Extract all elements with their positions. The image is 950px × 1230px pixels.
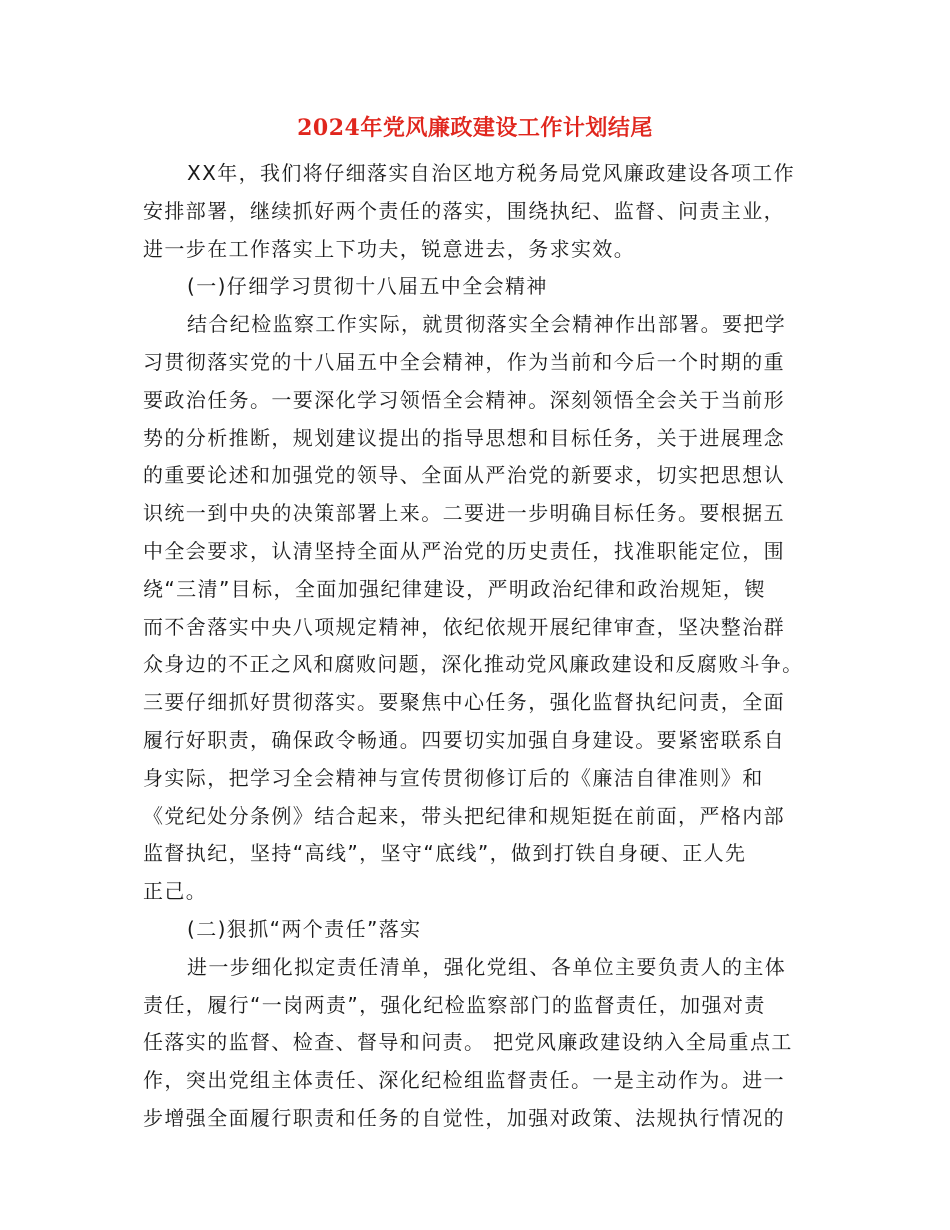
paragraph-line: 步增强全面履行职责和任务的自觉性，加强对政策、法规执行情况的 <box>143 1106 785 1130</box>
paragraph-line: 习贯彻落实党的十八届五中全会精神，作为当前和今后一个时期的重 <box>143 350 785 374</box>
paragraph-line: 要政治任务。一要深化学习领悟全会精神。深刻领悟全会关于当前形 <box>143 387 785 412</box>
paragraph-line: 任落实的监督、检查、督导和问责。 把党风廉政建设纳入全局重点工 <box>143 1030 793 1055</box>
paragraph-line: 进一步在工作落实上下功夫，锐意进去，务求实效。 <box>143 236 636 261</box>
paragraph-first-line: 进一步细化拟定责任清单，强化党组、各单位主要负责人的主体 <box>187 954 787 979</box>
paragraph-first-line: XX年，我们将仔细落实自治区地方税务局党风廉政建设各项工作 <box>187 161 796 185</box>
paragraph-line: 正己。 <box>143 879 208 904</box>
paragraph-line: 众身边的不正之风和腐败问题，深化推动党风廉政建设和反腐败斗争。 <box>143 652 804 677</box>
paragraph-line: 作，突出党组主体责任、深化纪检组监督责任。一是主动作为。进一 <box>143 1068 785 1093</box>
paragraph-first-line: (二)狠抓“两个责任”落实 <box>187 917 422 941</box>
paragraph-line: 的重要论述和加强党的领导、全面从严治党的新要求，切实把思想认 <box>143 463 785 488</box>
paragraph-line: 三要仔细抓好贯彻落实。要聚焦中心任务，强化监督执纪问责，全面 <box>143 690 785 715</box>
paragraph-line: 责任，履行“一岗两责”，强化纪检监察部门的监督责任，加强对责 <box>143 992 766 1017</box>
paragraph-first-line: (一)仔细学习贯彻十八届五中全会精神 <box>187 274 548 299</box>
paragraph-line: 绕“三清”目标，全面加强纪律建设，严明政治纪律和政治规矩，锲 <box>143 576 766 601</box>
paragraph-line: 身实际，把学习全会精神与宣传贯彻修订后的《廉洁自律准则》和 <box>143 765 764 790</box>
paragraph-line: 中全会要求，认清坚持全面从严治党的历史责任，找准职能定位，围 <box>143 539 785 563</box>
paragraph-first-line: 结合纪检监察工作实际，就贯彻落实全会精神作出部署。要把学 <box>187 312 787 337</box>
paragraph-line: 势的分析推断，规划建议提出的指导思想和目标任务，关于进展理念 <box>143 425 785 450</box>
paragraph-line: 履行好职责，确保政令畅通。四要切实加强自身建设。要紧密联系自 <box>143 728 785 752</box>
document-title: 2024年党风廉政建设工作计划结尾 <box>297 115 653 141</box>
paragraph-line: 《党纪处分条例》结合起来，带头把纪律和规矩挺在前面，严格内部 <box>143 803 785 828</box>
paragraph-line: 安排部署，继续抓好两个责任的落实，围绕执纪、监督、问责主业， <box>143 198 785 223</box>
paragraph-line: 监督执纪，坚持“高线”，坚守“底线”，做到打铁自身硬、正人先 <box>143 841 747 866</box>
paragraph-line: 而不舍落实中央八项规定精神，依纪依规开展纪律审查，坚决整治群 <box>143 614 785 639</box>
paragraph-line: 识统一到中央的决策部署上来。二要进一步明确目标任务。要根据五 <box>143 501 785 526</box>
